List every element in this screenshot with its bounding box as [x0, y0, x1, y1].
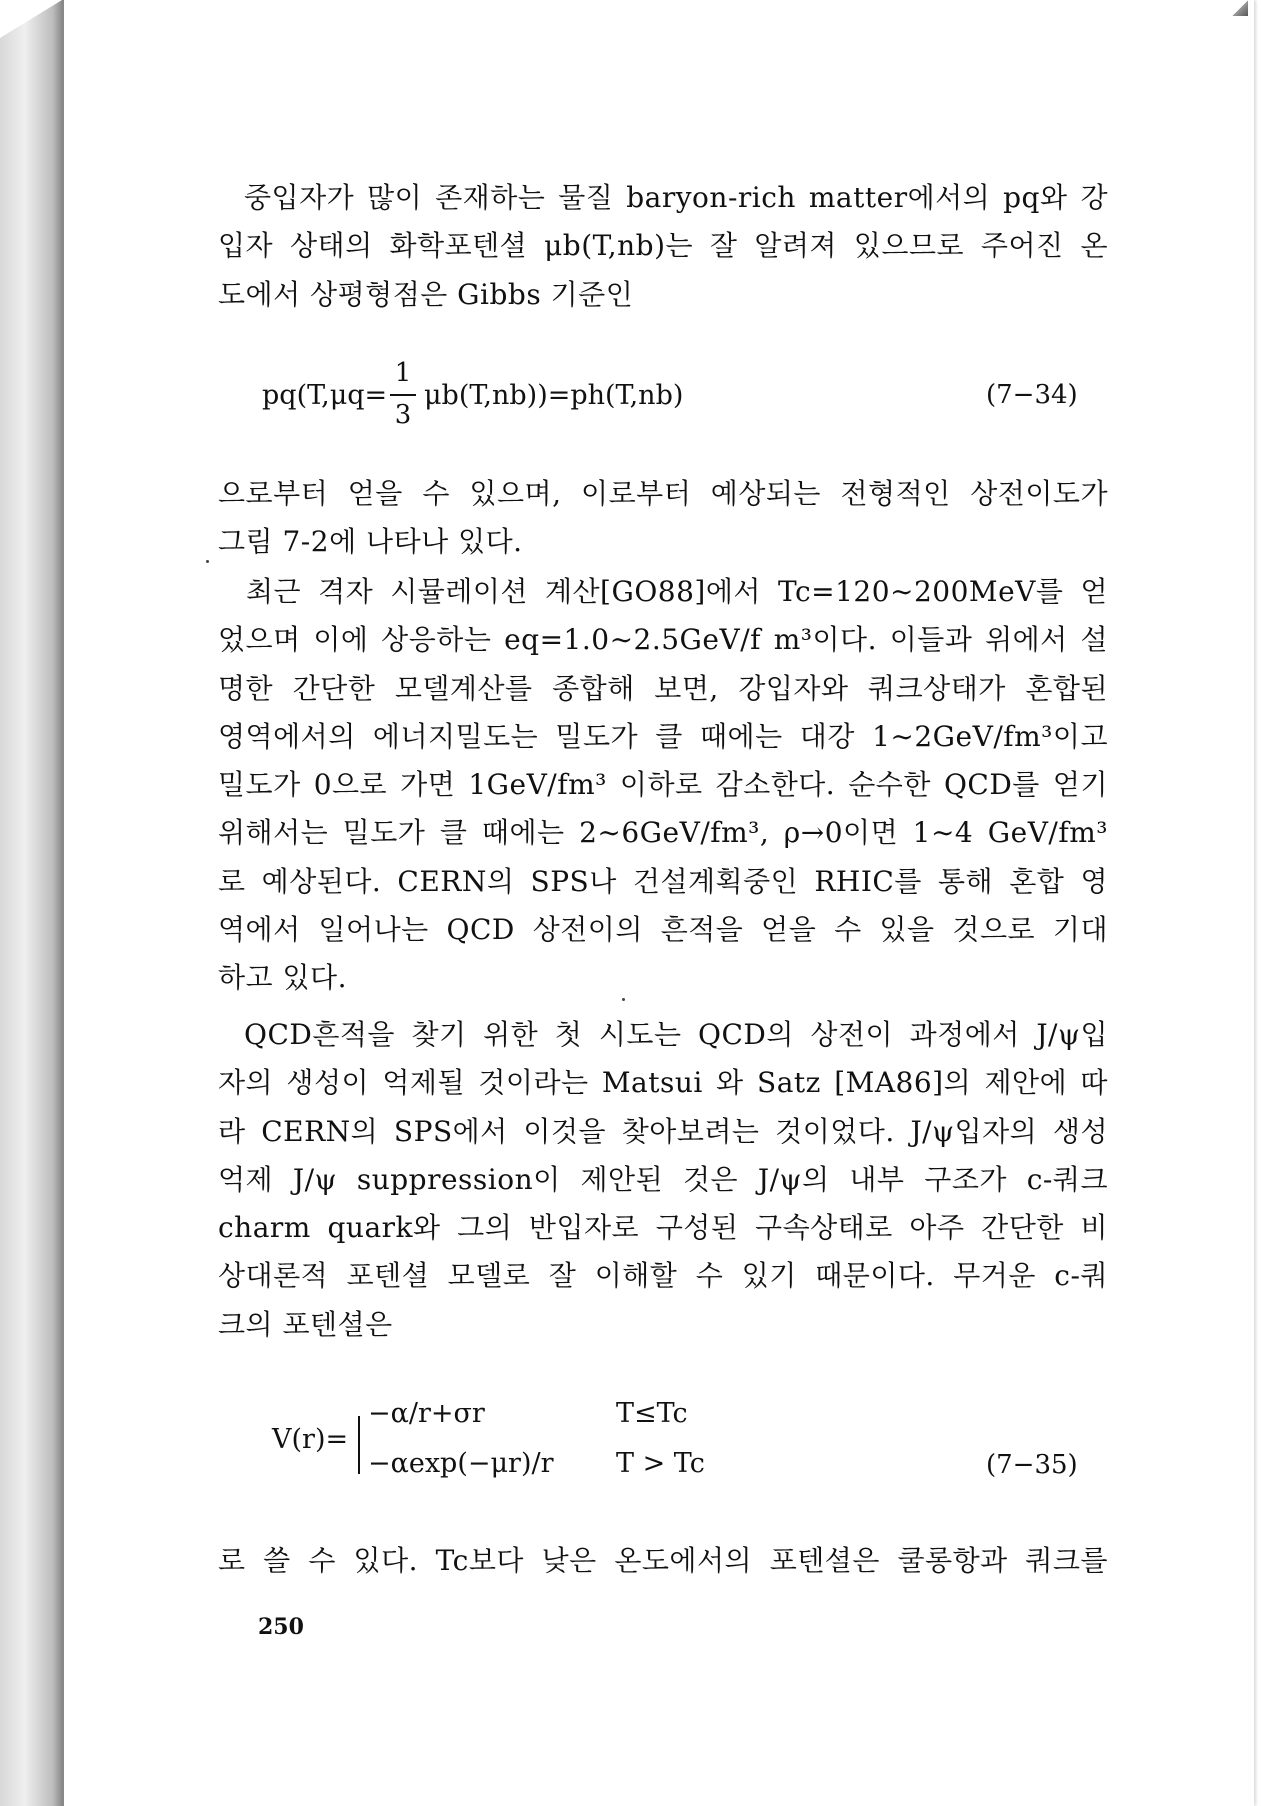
- paragraph-5: [218, 1537, 1108, 1585]
- text-line: 라 CERN의 SPS에서 이것을 찾아보려는 것이었다. J/ψ입자의 생성: [218, 1114, 1108, 1148]
- text-line: 상대론적 포텐셜 모델로 잘 이해할 수 있기 때문이다. 무거운 c-쿼: [218, 1259, 1108, 1293]
- equation-rhs: μb(T,nb))=ph(T,nb): [424, 380, 684, 411]
- text-line: 밀도가 0으로 가면 1GeV/fm³ 이하로 감소한다. 순수한 QCD를 얻기: [218, 768, 1108, 802]
- text-line: 입자 상태의 화학포텐셜 μb(T,nb)는 잘 알려져 있으므로 주어진 온: [218, 229, 1108, 263]
- text-line: 로 예상된다. CERN의 SPS나 건설계획중인 RHIC를 통해 혼합 영: [218, 864, 1108, 898]
- text-line: 그림 7-2에 나타나 있다.: [218, 525, 523, 559]
- equation-number: (7−34): [986, 380, 1078, 410]
- fraction-numerator: 1: [394, 358, 412, 388]
- text-line: 최근 격자 시뮬레이션 계산[GO88]에서 Tc=120∼200MeV를 얻: [246, 575, 1108, 608]
- fraction-bar: [390, 394, 416, 396]
- case-2-expression: −αexp(−μr)/r: [368, 1448, 554, 1479]
- page-number: 250: [258, 1614, 304, 1640]
- paragraph-4: [218, 1011, 1108, 1349]
- scan-speck: [622, 998, 625, 1001]
- text-line: 었으며 이에 상응하는 eq=1.0∼2.5GeV/f m³이다. 이들과 위에서 설: [218, 623, 1108, 657]
- scan-speck: [206, 560, 209, 563]
- text-line: 도에서 상평형점은 Gibbs 기준인: [218, 277, 634, 311]
- paragraph-3: [218, 568, 1108, 1003]
- text-line: 역에서 일어나는 QCD 상전이의 흔적을 얻을 수 있을 것으로 기대: [218, 913, 1108, 947]
- text-line: 명한 간단한 모델계산를 종합해 보면, 강입자와 쿼크상태가 혼합된: [218, 671, 1108, 705]
- text-line: 하고 있다.: [218, 961, 347, 995]
- text-line: 위해서는 밀도가 클 때에는 2∼6GeV/fm³, ρ→0이면 1∼4 GeV/fm³: [218, 816, 1108, 850]
- text-line: 자의 생성이 억제될 것이라는 Matsui 와 Satz [MA86]의 제안에 따: [218, 1066, 1108, 1100]
- paragraph-1: [218, 174, 1108, 319]
- equation-number: (7−35): [986, 1450, 1078, 1480]
- text-line: 억제 J/ψ suppression이 제안된 것은 J/ψ의 내부 구조가 c-쿼크: [218, 1162, 1108, 1196]
- book-edge: [0, 0, 62, 1806]
- text-line: 영역에서의 에너지밀도는 밀도가 클 때에는 대강 1∼2GeV/fm³이고: [218, 719, 1108, 753]
- page-corner: [1232, 0, 1248, 16]
- text-line: 크의 포텐셜은: [218, 1307, 393, 1341]
- fraction-denominator: 3: [394, 400, 412, 430]
- equation-lhs: pq(T,μq=: [262, 380, 388, 411]
- case-2-condition: T > Tc: [616, 1448, 705, 1479]
- case-1-condition: T≤Tc: [616, 1398, 688, 1429]
- text-line: charm quark와 그의 반입자로 구성된 구속상태로 아주 간단한 비: [218, 1211, 1108, 1245]
- text-line: QCD흔적을 찾기 위한 첫 시도는 QCD의 상전이 과정에서 J/ψ입: [244, 1018, 1108, 1051]
- equation-lhs: V(r)=: [272, 1424, 349, 1455]
- text-line: 으로부터 얻을 수 있으며, 이로부터 예상되는 전형적인 상전이도가: [218, 477, 1108, 510]
- case-1-expression: −α/r+σr: [368, 1398, 485, 1429]
- paragraph-2: [218, 470, 1108, 567]
- text-line: 로 쓸 수 있다. Tc보다 낮은 온도에서의 포텐셜은 쿨롱항과 쿼크를: [218, 1544, 1108, 1577]
- text-line: 중입자가 많이 존재하는 물질 baryon-rich matter에서의 pq와 강: [244, 181, 1108, 214]
